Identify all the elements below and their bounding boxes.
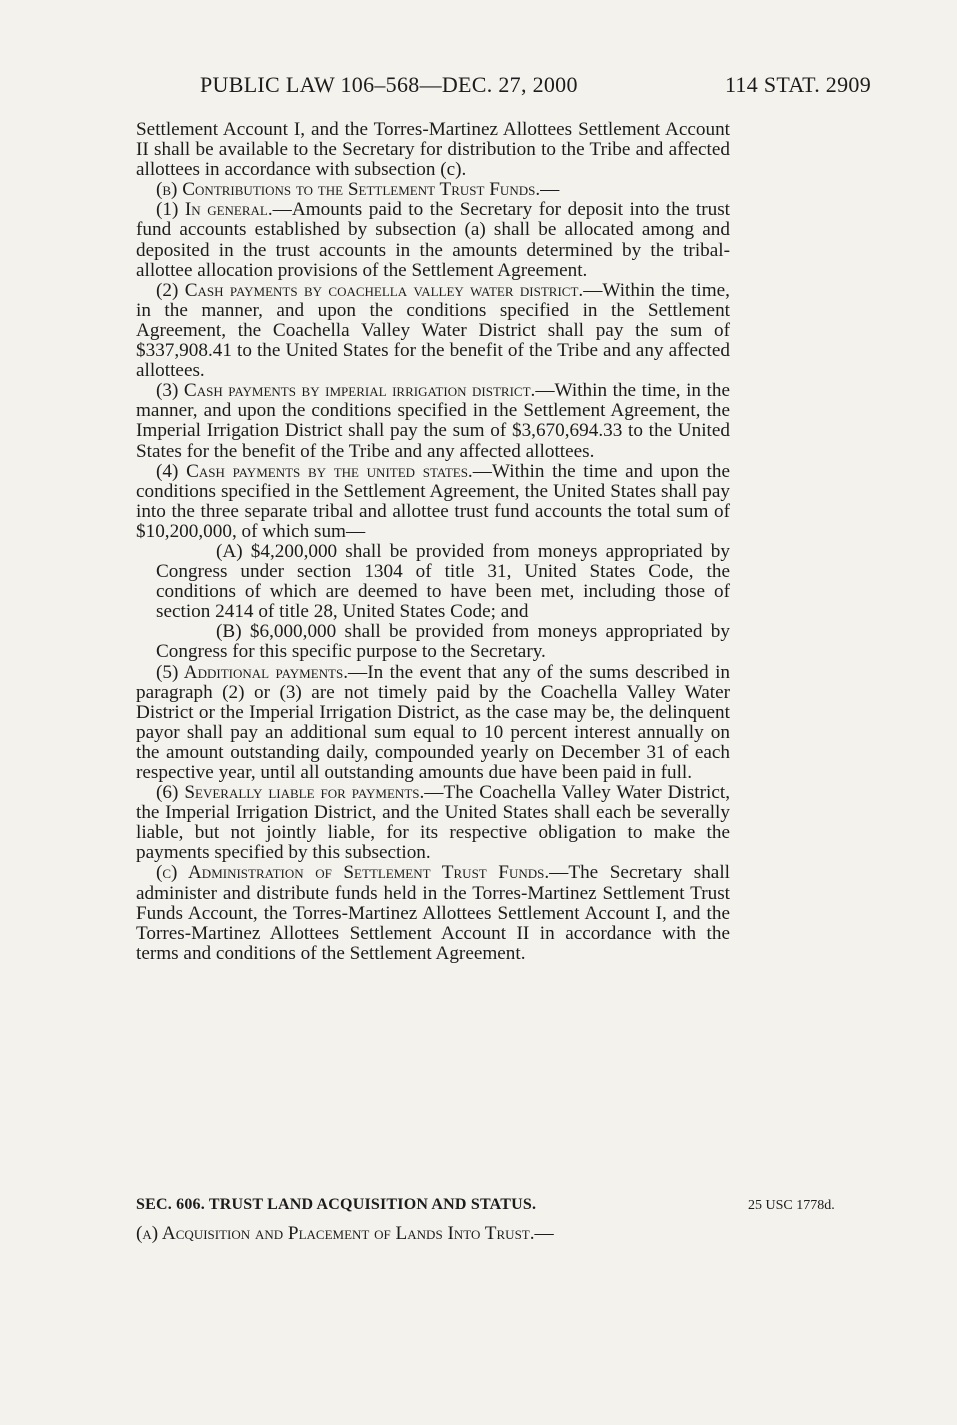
header-law-citation: PUBLIC LAW 106–568—DEC. 27, 2000 [200, 72, 578, 97]
subsection-c-text: —The Secretary shall administer and distribute funds held in the Torres-Martinez Settlement Trust Funds Account, the Torres-Martinez Allottees Settlement Account I, and the Torres-Martinez Allottees Settlement Account II in accordance with the terms and conditions of the Settlement Agreement. [136, 862, 730, 964]
paragraph-6 [136, 783, 730, 863]
paragraph-3 [136, 381, 730, 461]
paragraph-5-label: (5) Additional payments. [156, 661, 349, 683]
paragraph-1-text: —Amounts paid to the Secretary for deposit into the trust fund accounts established by subsection (a) shall be allocated among and deposited in the trust accounts in the amounts determined by the tribal-allottee allocation provisions of the Settlement Agreement. [136, 199, 731, 281]
paragraph-1 [136, 200, 730, 280]
page-header [200, 72, 871, 112]
paragraph-5 [136, 663, 730, 784]
header-stat-page: 114 STAT. 2909 [724, 72, 871, 97]
paragraph-4-label: (4) Cash payments by the united states. [156, 460, 473, 482]
subparagraph-4a: (A) $4,200,000 shall be provided from moneys appropriated by Congress under section 1304 of title 31, United States Code, the conditions of which are deemed to have been met, including those of section 2414 of title 28, United States Code; and [156, 540, 730, 623]
paragraph-1-label: (1) In general. [156, 199, 273, 221]
paragraph-2 [136, 281, 730, 381]
subsection-c [136, 863, 730, 963]
paragraph-4-text: —Within the time and upon the conditions specified in the Settlement Agreement, the United States shall pay into the three separate tribal and allottee trust fund accounts the total sum of $10,200,000, of which sum— [136, 460, 730, 542]
subparagraph-4b: (B) $6,000,000 shall be provided from moneys appropriated by Congress for this specific purpose to the Secretary. [156, 621, 730, 663]
continuation-paragraph: Settlement Account I, and the Torres-Martinez Allottees Settlement Account II shall be available to the Secretary for distribution to the Tribe and affected allottees in accordance with subsection (c). [136, 119, 730, 181]
paragraph-2-text: —Within the time, in the manner, and upon the conditions specified in the Settlement Agreement, the Coachella Valley Water District shall pay the sum of $337,908.41 to the United States for the benefit of the Tribe and any affected allottees. [136, 279, 730, 382]
subsection-a-heading: (a) Acquisition and Placement of Lands Into Trust.— [136, 1223, 554, 1244]
document-body [136, 120, 730, 964]
paragraph-4 [136, 462, 730, 542]
paragraph-6-label: (6) Severally liable for payments. [156, 782, 425, 804]
paragraph-3-text: —Within the time, in the manner, and upon the conditions specified in the Settlement Agreement, the Imperial Irrigation District shall pay the sum of $3,670,694.33 to the United States for the benefit of the Tribe and any affected allottees. [136, 380, 730, 462]
subsection-b-heading: (b) Contributions to the Settlement Trust Funds.— [156, 179, 560, 201]
section-606-heading: SEC. 606. TRUST LAND ACQUISITION AND STATUS. [136, 1196, 537, 1213]
paragraph-5-text: —In the event that any of the sums described in paragraph (2) or (3) are not timely paid by the Coachella Valley Water District or the Imperial Irrigation District, as the case may be, the delinquent payor shall pay an additional sum equal to 10 percent interest annually on the amount outstanding daily, compounded yearly on December 31 of each respective year, until all outstanding amounts due have been paid in full. [136, 661, 730, 783]
paragraph-2-label: (2) Cash payments by coachella valley water district. [156, 279, 584, 301]
usc-margin-note: 25 USC 1778d. [748, 1198, 835, 1213]
subsection-c-label: (c) Administration of Settlement Trust Funds. [156, 862, 550, 884]
paragraph-3-label: (3) Cash payments by imperial irrigation district. [156, 380, 536, 402]
paragraph-6-text: —The Coachella Valley Water District, the Imperial Irrigation District, and the United States shall each be severally liable, but not jointly liable, for its respective obligation to make the payments specified by this subsection. [136, 782, 730, 864]
